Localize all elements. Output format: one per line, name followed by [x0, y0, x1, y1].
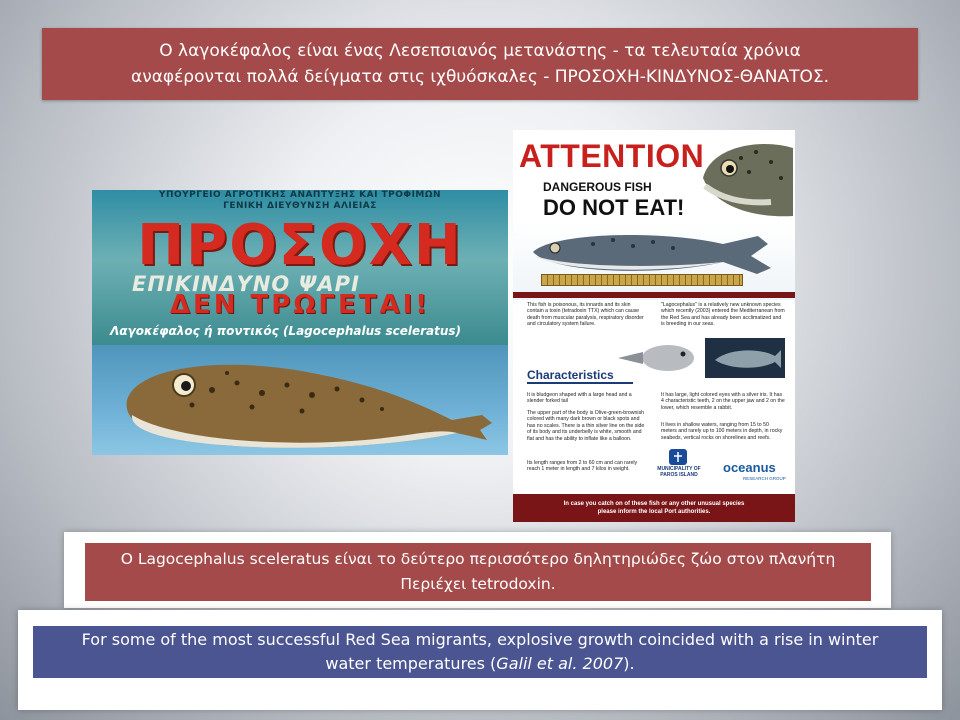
slide-title-line1: Ο λαγοκέφαλος είναι ένας Λεσεπσιανός μετανάστης - τα τελευταία χρόνια — [159, 41, 801, 61]
municipality-label: MUNICIPALITY OF PAROS ISLAND — [657, 466, 701, 478]
poster-paragraph-origin: "Lagocephalus" is a relatively new unknown species which recently (2003) entered the Mediterranean from the Red Sea and has already been acclimatized and is breeding in our seas. — [661, 302, 785, 328]
poster-headline: ΠΡΟΣΟΧΗ — [137, 213, 463, 278]
migration-citation: Galil et al. 2007 — [496, 654, 624, 673]
characteristic-eyes: It has large, light colored eyes with a silver iris. It has 4 characteristic teeth, 2 on the upper jaw and 2 on the lower, which resemble a rabbit. — [661, 392, 785, 411]
ministry-header — [92, 190, 508, 212]
oceanus-logo: oceanus — [723, 460, 776, 475]
slide-title-line2: αναφέρονται πολλά δείγματα στις ιχθυόσκαλες - ΠΡΟΣΟΧΗ-ΚΙΝΔΥΝΟΣ-ΘΑΝΑΤΟΣ. — [131, 67, 829, 87]
poster-footer-line1: In case you catch on of these fish or any other unusual species — [563, 501, 745, 507]
paros-crest-icon — [667, 448, 689, 466]
toxicity-line2: Περιέχει tetrodoxin. — [400, 575, 556, 593]
toxicity-box — [85, 543, 871, 601]
migration-line2-end: ). — [623, 654, 635, 673]
pufferfish-illustration — [92, 345, 508, 455]
characteristics-underline — [527, 382, 633, 384]
poster-scientific-name: Λαγοκέφαλος ή ποντικός (Lagocephalus sceleratus) — [110, 324, 462, 338]
poster-footer — [513, 494, 795, 522]
characteristic-shape: It is bludgeon shaped with a large head and a slender forked tail — [527, 392, 632, 405]
english-warning-poster — [513, 130, 795, 522]
inflated-pufferfish-icon — [613, 342, 703, 374]
poster-fish-side-view — [513, 222, 795, 300]
characteristic-color: The upper part of the body is Olive-green-brownish colored with many dark brown or black spots and has no scales. There is a thin silver line on the side of its body and its underbelly is white, smooth and flat and has the ability to inflate like a balloon. — [527, 410, 645, 442]
pufferfish-head-image — [701, 138, 793, 218]
characteristic-habitat: It lives in shallow waters, ranging from 15 to 50 meters and rarely up to 100 meters in depth, in rocky seabeds, vertical rocks on shorelines and reefs. — [661, 422, 783, 441]
characteristics-heading: Characteristics — [527, 368, 614, 382]
migration-line2-start: water temperatures ( — [325, 654, 497, 673]
greek-warning-poster — [92, 190, 508, 455]
slide-title — [42, 28, 918, 100]
characteristic-length: Its length ranges from 2 to 60 cm and can rarely reach 1 meter in length and 7 kilos in weight. — [527, 460, 638, 473]
poster-subline-not-edible: ΔΕΝ ΤΡΩΓΕΤΑΙ! — [169, 290, 431, 320]
poster-do-not-eat: DO NOT EAT! — [543, 195, 685, 220]
poster-paragraph-toxin: This fish is poisonous, its innards and its skin contain a toxin (tetradoxin TTX) which can cause death from muscular paralysis, respiratory disorder and circulatory system failure. — [527, 302, 644, 328]
migration-line2 — [33, 652, 927, 676]
ministry-line1: ΥΠΟΥΡΓΕΙΟ ΑΓΡΟΤΙΚΗΣ ΑΝΑΠΤΥΞΗΣ ΚΑΙ ΤΡΟΦΙΜΩΝ — [158, 190, 442, 200]
migration-box — [33, 626, 927, 678]
oceanus-subtitle: RESEARCH GROUP — [743, 476, 786, 481]
poster-separator-bar — [513, 292, 795, 298]
migration-line1: For some of the most successful Red Sea migrants, explosive growth coincided with a rise in winter — [81, 630, 879, 649]
poster-footer-line2: please inform the local Port authorities. — [597, 509, 711, 515]
underwater-photo — [705, 338, 785, 378]
pufferfish-side-icon — [513, 222, 795, 300]
poster-attention-heading: ATTENTION — [519, 138, 705, 174]
underwater-fish-icon — [705, 338, 785, 378]
ministry-line2: ΓΕΝΙΚΗ ΔΙΕΥΘΥΝΣΗ ΑΛΙΕΙΑΣ — [223, 201, 377, 211]
poster-dangerous-fish: DANGEROUS FISH — [543, 180, 652, 194]
toxicity-line1: Ο Lagocephalus sceleratus είναι το δεύτερο περισσότερο δηλητηριώδες ζώο στον πλανήτη — [120, 550, 836, 568]
poster-subline-dangerous: ΕΠΙΚΙΝΔΥΝΟ ΨΑΡΙ — [132, 272, 360, 296]
measurement-ruler — [541, 274, 743, 286]
pufferfish-photo — [92, 345, 508, 455]
